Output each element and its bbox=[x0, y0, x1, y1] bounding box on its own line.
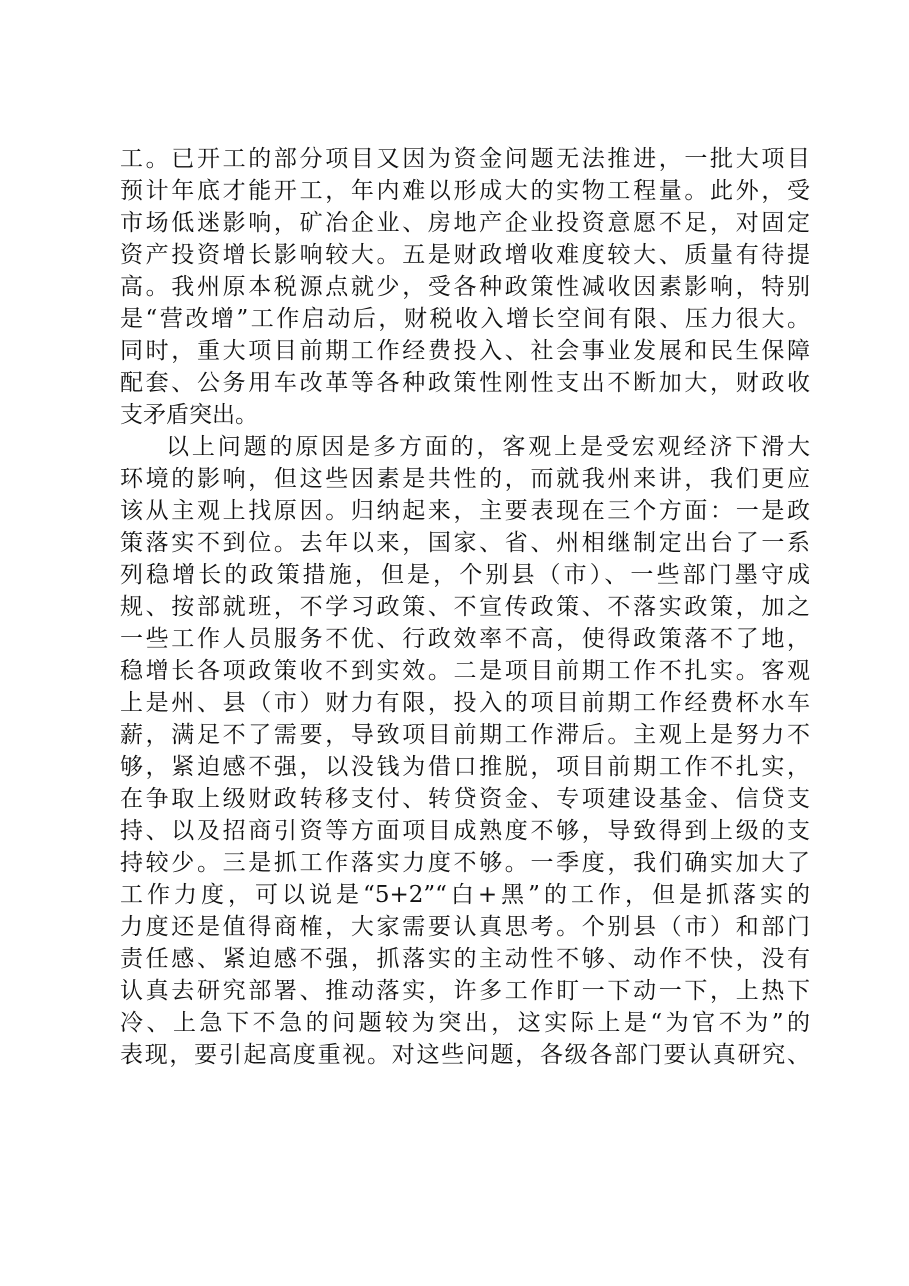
paragraph-1 bbox=[120, 143, 810, 431]
text-line: 持、以及招商引资等方面项目成熟度不够，导致得到上级的支 bbox=[120, 818, 810, 844]
text-line: 够，紧迫感不强，以没钱为借口推脱，项目前期工作不扎实， bbox=[120, 754, 810, 780]
text-line: 持较少。三是抓工作落实力度不够。一季度，我们确实加大了 bbox=[120, 850, 810, 876]
text-line: 规、按部就班，不学习政策、不宣传政策、不落实政策，加之 bbox=[120, 594, 810, 620]
text-line: 表现，要引起高度重视。对这些问题，各级各部门要认真研究、 bbox=[120, 1042, 810, 1068]
document-body bbox=[120, 143, 810, 1071]
text-line: 以上问题的原因是多方面的，客观上是受宏观经济下滑大 bbox=[166, 434, 810, 460]
text-line: 是“营改增”工作启动后，财税收入增长空间有限、压力很大。 bbox=[120, 306, 810, 332]
text-line: 市场低迷影响，矿冶企业、房地产企业投资意愿不足，对固定 bbox=[120, 210, 810, 236]
text-line: 支矛盾突出。 bbox=[120, 402, 258, 428]
text-line: 工。已开工的部分项目又因为资金问题无法推进，一批大项目 bbox=[120, 146, 810, 172]
text-line: 高。我州原本税源点就少，受各种政策性减收因素影响，特别 bbox=[120, 274, 810, 300]
text-line: 薪，满足不了需要，导致项目前期工作滞后。主观上是努力不 bbox=[120, 722, 810, 748]
text-line: 一些工作人员服务不优、行政效率不高，使得政策落不了地， bbox=[120, 626, 810, 652]
paragraph-2 bbox=[120, 431, 810, 1071]
text-line: 冷、上急下不急的问题较为突出，这实际上是“为官不为”的 bbox=[120, 1010, 810, 1036]
text-line: 责任感、紧迫感不强，抓落实的主动性不够、动作不快，没有 bbox=[120, 946, 810, 972]
text-line: 该从主观上找原因。归纳起来，主要表现在三个方面：一是政 bbox=[120, 498, 810, 524]
text-line: 配套、公务用车改革等各种政策性刚性支出不断加大，财政收 bbox=[120, 370, 810, 396]
text-line: 上是州、县（市）财力有限，投入的项目前期工作经费杯水车 bbox=[120, 690, 810, 716]
text-line: 资产投资增长影响较大。五是财政增收难度较大、质量有待提 bbox=[120, 242, 810, 268]
text-line: 列稳增长的政策措施，但是，个别县（市）、一些部门墨守成 bbox=[120, 562, 810, 588]
text-line: 认真去研究部署、推动落实，许多工作盯一下动一下，上热下 bbox=[120, 978, 810, 1004]
text-line: 策落实不到位。去年以来，国家、省、州相继制定出台了一系 bbox=[120, 530, 810, 556]
text-line: 同时，重大项目前期工作经费投入、社会事业发展和民生保障 bbox=[120, 338, 810, 364]
text-line: 稳增长各项政策收不到实效。二是项目前期工作不扎实。客观 bbox=[120, 658, 810, 684]
text-line: 在争取上级财政转移支付、转贷资金、专项建设基金、信贷支 bbox=[120, 786, 810, 812]
text-line: 力度还是值得商榷，大家需要认真思考。个别县（市）和部门 bbox=[120, 914, 810, 940]
text-line: 工作力度，可以说是“5+2”“白+黑”的工作，但是抓落实的 bbox=[120, 882, 810, 908]
text-line: 预计年底才能开工，年内难以形成大的实物工程量。此外，受 bbox=[120, 178, 810, 204]
text-line: 环境的影响，但这些因素是共性的，而就我州来讲，我们更应 bbox=[120, 466, 810, 492]
